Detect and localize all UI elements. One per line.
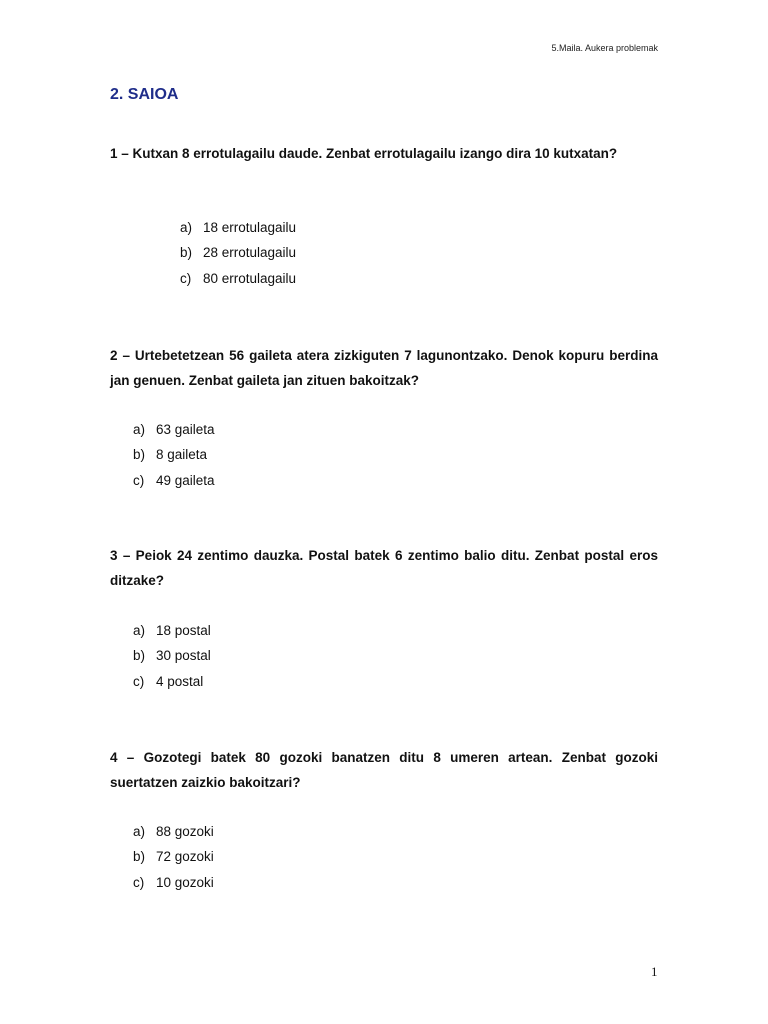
option-a: [133, 417, 215, 442]
option-letter: b): [133, 849, 146, 865]
option-text: 18 postal: [156, 623, 211, 638]
option-letter: c): [133, 874, 145, 890]
option-letter: c): [133, 472, 145, 488]
session-title: 2. SAIOA: [110, 86, 179, 103]
option-text: 72 gozoki: [156, 849, 214, 865]
question-1-text: 1 – Kutxan 8 errotulagailu daude. Zenbat errotulagailu izango dira 10 kutxatan?: [110, 146, 618, 161]
option-c: [133, 468, 215, 493]
option-b: [133, 643, 211, 668]
option-b: [133, 844, 214, 869]
option-text: 63 gaileta: [156, 422, 215, 437]
question-4-options: [133, 819, 214, 895]
option-letter: a): [133, 824, 146, 839]
option-text: 88 gozoki: [156, 824, 214, 839]
option-letter: b): [180, 245, 193, 261]
option-letter: b): [133, 447, 146, 463]
page-header: 5.Maila. Aukera problemak: [551, 43, 658, 53]
option-c: [133, 669, 211, 694]
option-text: 4 postal: [156, 673, 204, 689]
option-text: 49 gaileta: [156, 472, 215, 488]
option-letter: c): [133, 673, 145, 689]
question-4-text: 4 – Gozotegi batek 80 gozoki banatzen ditu 8 umeren artean. Zenbat gozoki suertatzen zaizkio bakoitzari?: [110, 750, 658, 790]
option-text: 10 gozoki: [156, 874, 214, 890]
option-b: [180, 240, 296, 265]
option-a: [180, 215, 296, 240]
question-3-options: [133, 618, 211, 694]
option-letter: a): [180, 220, 193, 235]
option-a: [133, 819, 214, 844]
option-c: [133, 870, 214, 895]
option-b: [133, 442, 215, 467]
page-number: 1: [651, 964, 658, 979]
option-a: [133, 618, 211, 643]
question-1-options: [180, 215, 296, 291]
option-letter: b): [133, 648, 146, 664]
option-text: 28 errotulagailu: [203, 245, 297, 261]
option-letter: a): [133, 422, 146, 437]
question-2-options: [133, 417, 215, 493]
option-text: 8 gaileta: [156, 447, 208, 463]
option-text: 30 postal: [156, 648, 211, 664]
option-letter: a): [133, 623, 146, 638]
question-3-text: 3 – Peiok 24 zentimo dauzka. Postal batek 6 zentimo balio ditu. Zenbat postal eros ditzake?: [110, 548, 658, 588]
question-2-text: 2 – Urtebetetzean 56 gaileta atera zizkiguten 7 lagunontzako. Denok kopuru berdina jan genuen. Zenbat gaileta jan zituen bakoitzak?: [110, 348, 658, 388]
option-text: 18 errotulagailu: [203, 220, 297, 235]
option-c: [180, 266, 296, 291]
option-text: 80 errotulagailu: [203, 270, 297, 286]
option-letter: c): [180, 270, 192, 286]
